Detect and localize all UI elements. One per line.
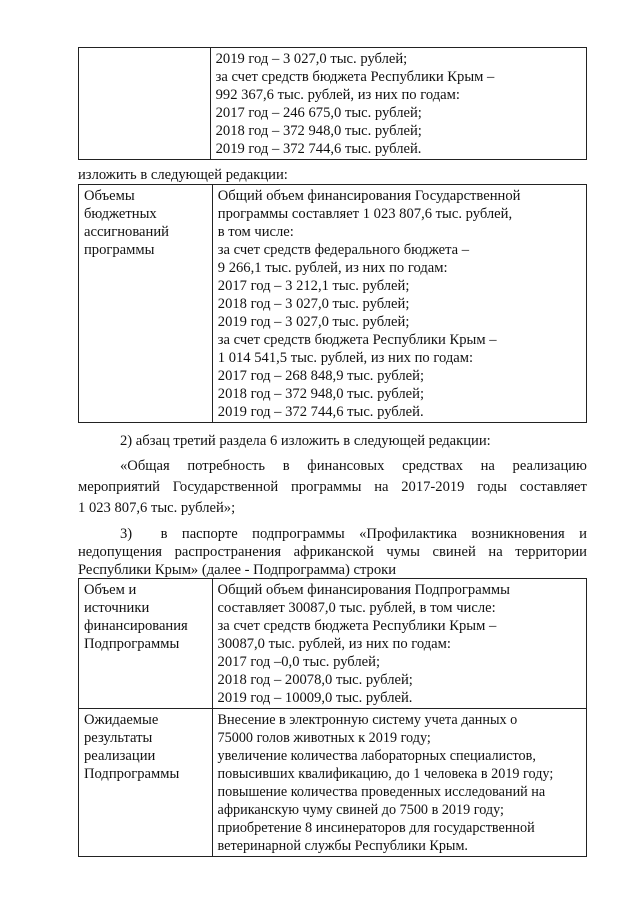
item-3-line <box>120 525 587 543</box>
table-label-cell <box>79 48 211 160</box>
word: финансовых <box>307 458 385 474</box>
table-row <box>79 185 587 423</box>
word: потребность <box>187 458 266 474</box>
word: 2017-2019 <box>401 479 465 495</box>
table-line: 992 367,6 тыс. рублей, из них по годам: <box>215 87 460 103</box>
table-line: за счет средств бюджета Республики Крым – <box>217 332 497 348</box>
word: мероприятий <box>78 479 160 495</box>
table-label-line: результаты <box>84 730 153 746</box>
word: Государственной <box>172 479 279 495</box>
table-line: африканскую чуму свиней до 7500 в 2019 году; <box>217 802 504 818</box>
table-line: 2017 год – 3 212,1 тыс. рублей; <box>217 278 410 294</box>
table-label-line: бюджетных <box>84 206 157 222</box>
table-line: 2019 год – 372 744,6 тыс. рублей. <box>217 404 424 420</box>
table-label-cell <box>79 185 213 423</box>
financing-table-new <box>78 184 587 423</box>
table-line: 1 014 541,5 тыс. рублей, из них по годам: <box>217 350 474 366</box>
word: в <box>160 526 168 542</box>
item-3-line <box>78 543 587 561</box>
table-line: 2019 год – 3 027,0 тыс. рублей; <box>215 51 408 67</box>
table-line: составляет 30087,0 тыс. рублей, в том числе: <box>217 600 496 616</box>
table-value-cell <box>212 579 586 709</box>
word: составляет <box>519 479 587 495</box>
table-line: 30087,0 тыс. рублей, из них по годам: <box>217 636 451 652</box>
item-2-heading-text: 2) абзац третий раздела 6 изложить в следующей редакции: <box>120 433 491 449</box>
quote-line <box>78 478 587 496</box>
word: и <box>579 526 587 542</box>
table-label-line: реализации <box>84 748 156 764</box>
table-label-line: Объемы <box>84 188 135 204</box>
item-2-heading <box>120 432 587 450</box>
word: программы <box>290 479 362 495</box>
word: на <box>480 458 495 474</box>
financing-table-old <box>78 47 587 160</box>
intro-text: изложить в следующей редакции: <box>78 167 288 183</box>
table-line: 2019 год – 10009,0 тыс. рублей. <box>217 690 413 706</box>
item-3-text <box>78 525 587 579</box>
word: в <box>282 458 290 474</box>
word: 3) <box>120 526 133 542</box>
item-3-line: Республики Крым» (далее - Подпрограмма) строки <box>78 562 397 578</box>
table-label-line: Подпрограммы <box>84 636 180 652</box>
word: недопущения <box>78 544 162 560</box>
table-line: повышение количества проведенных исследований на <box>217 784 546 800</box>
table-line: за счет средств бюджета Республики Крым – <box>215 69 495 85</box>
table-label-line: финансирования <box>84 618 188 634</box>
word: средствах <box>402 458 463 474</box>
table-label-line: ассигнований <box>84 224 169 240</box>
table-line: программы составляет 1 023 807,6 тыс. рублей, <box>217 206 513 222</box>
subprogram-table <box>78 578 587 857</box>
table-line: увеличение количества лабораторных специалистов, <box>217 748 536 764</box>
table-label-cell <box>79 579 213 709</box>
table-line: 2018 год – 20078,0 тыс. рублей; <box>217 672 413 688</box>
table-line: 2018 год – 3 027,0 тыс. рублей; <box>217 296 410 312</box>
table-line: 9 266,1 тыс. рублей, из них по годам: <box>217 260 448 276</box>
table-label-line: Объем и <box>84 582 137 598</box>
table-label-line: Ожидаемые <box>84 712 159 728</box>
table-line: 2017 год – 268 848,9 тыс. рублей; <box>217 368 424 384</box>
table-label-line: Подпрограммы <box>84 766 180 782</box>
word: «Профилактика <box>359 526 457 542</box>
word: территории <box>515 544 587 560</box>
table-line: ветеринарной службы Республики Крым. <box>217 838 468 854</box>
table-label-line: источники <box>84 600 150 616</box>
item-2-quote <box>78 457 587 517</box>
word: распространения <box>174 544 282 560</box>
table-line: 2019 год – 372 744,6 тыс. рублей. <box>215 141 422 157</box>
table-line: 75000 голов животных к 2019 году; <box>217 730 431 746</box>
quote-line <box>120 457 587 475</box>
word: годы <box>477 479 507 495</box>
table-line: за счет средств федерального бюджета – <box>217 242 470 258</box>
table-value-cell <box>212 709 586 857</box>
table-line: в том числе: <box>217 224 294 240</box>
table-line: 2017 год – 246 675,0 тыс. рублей; <box>215 105 422 121</box>
table-row <box>79 579 587 709</box>
table-value-cell <box>212 185 586 423</box>
table-line: Общий объем финансирования Подпрограммы <box>217 582 510 598</box>
table-line: повысивших квалификацию, до 1 человека в 2019 году; <box>217 766 554 782</box>
word: подпрограммы <box>252 526 345 542</box>
word: реализацию <box>512 458 587 474</box>
word: на <box>488 544 503 560</box>
word: африканской <box>293 544 374 560</box>
table-line: 2018 год – 372 948,0 тыс. рублей; <box>217 386 424 402</box>
table-line: 2017 год –0,0 тыс. рублей; <box>217 654 380 670</box>
table-line: 2019 год – 3 027,0 тыс. рублей; <box>217 314 410 330</box>
word: паспорте <box>181 526 238 542</box>
quote-line: 1 023 807,6 тыс. рублей»; <box>78 500 236 516</box>
table-value-cell <box>210 48 586 160</box>
table-row <box>79 48 587 160</box>
word: «Общая <box>120 458 170 474</box>
table-line: Общий объем финансирования Государственной <box>217 188 521 204</box>
table-line: приобретение 8 инсинераторов для государственной <box>217 820 535 836</box>
word: возникновения <box>471 526 565 542</box>
table-line: за счет средств бюджета Республики Крым – <box>217 618 497 634</box>
table-label-line: программы <box>84 242 155 258</box>
table-line: Внесение в электронную систему учета данных о <box>217 712 518 728</box>
word: свиней <box>432 544 476 560</box>
word: чумы <box>386 544 420 560</box>
table-row <box>79 709 587 857</box>
table-line: 2018 год – 372 948,0 тыс. рублей; <box>215 123 422 139</box>
table-label-cell <box>79 709 213 857</box>
word: на <box>374 479 389 495</box>
